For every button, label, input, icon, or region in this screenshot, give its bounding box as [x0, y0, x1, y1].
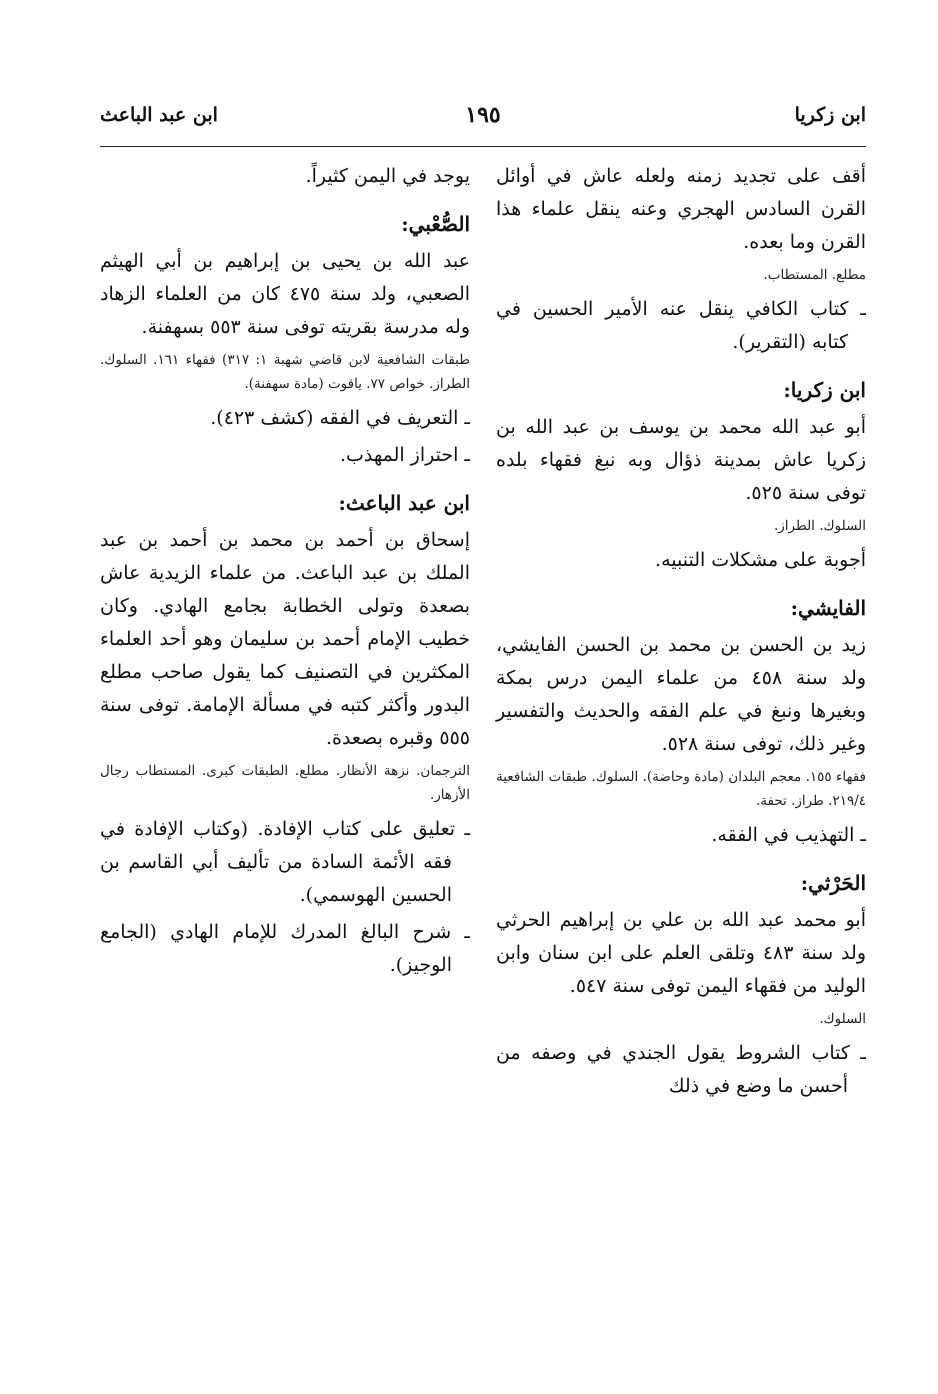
entry-title: الحَرْثي: — [800, 871, 866, 895]
header-rule — [100, 146, 866, 147]
entry-text: زيد بن الحسن بن محمد بن الحسن الفايشي، ولد سنة ٤٥٨ من علماء اليمن درس بمكة وبغيرها ونبغ في علم الفقه والحديث والتفسير وغير ذلك، توفى سنة ٥٢٨. — [496, 634, 867, 755]
entry-text: إسحاق بن أحمد بن محمد بن أحمد بن عبد الملك بن عبد الباعث. من علماء الزيدية عاش بصعدة وتولى الخطابة بجامع الهادي. وكان خطيب الإمام أحمد بن سليمان وهو أحد العلماء المكثرين في التصنيف كما يقول صاحب مطلع البدور وأكثر كتبه في مسألة الإمامة. توفى سنة ٥٥٥ وقبره بصعدة. — [100, 529, 471, 749]
entry-al-harthi — [496, 868, 866, 1103]
left-column — [100, 160, 470, 986]
page-header — [100, 104, 866, 140]
page-number: ١٩٥ — [465, 102, 501, 128]
entry-text: أبو عبد الله محمد بن يوسف بن عبد الله بن زكريا عاش بمدينة ذؤال وبه نبغ فقهاء بلده توفى سنة ٥٢٥. — [496, 416, 866, 504]
sources: السلوك. — [819, 1011, 866, 1027]
sources: فقهاء ١٥٥. معجم البلدان (مادة وحاضة). السلوك. طبقات الشافعية ٢١٩/٤. طراز. تحفة. — [496, 769, 866, 809]
running-head-left: ابن عبد الباعث — [100, 104, 218, 126]
work-item: ـ تعليق على كتاب الإفادة. (وكتاب الإفادة في فقه الأئمة السادة من تأليف أبي القاسم بن الحسين الهوسمي). — [100, 813, 470, 912]
sources: طبقات الشافعية لابن قاضي شهبة ١: ٣١٧) فقهاء ١٦١. السلوك. الطراز. خواص ٧٧. ياقوت (مادة سهفنة). — [100, 352, 470, 392]
sources: مطلع. المستطاب. — [763, 267, 866, 283]
entry-ibn-zakariya — [496, 375, 866, 577]
work-item: ـ كتاب الكافي ينقل عنه الأمير الحسين في كتابه (التقرير). — [496, 293, 866, 359]
entry-al-fayishi — [496, 593, 866, 852]
right-column — [496, 160, 866, 1107]
work-item: أجوبة على مشكلات التنبيه. — [655, 549, 866, 571]
entry-al-saabi — [100, 209, 470, 472]
entry-title: ابن زكريا: — [783, 378, 866, 402]
work-item: ـ احتراز المهذب. — [100, 439, 470, 472]
entry-ibn-abd-al-baith — [100, 488, 470, 982]
work-item: ـ شرح البالغ المدرك للإمام الهادي (الجامع الوجيز). — [100, 916, 470, 982]
sources: الترجمان. نزهة الأنظار. مطلع. الطبقات كبرى. المستطاب رجال الأزهار. — [100, 763, 470, 803]
entry-title: ابن عبد الباعث: — [338, 491, 470, 515]
sources: السلوك. الطراز. — [773, 518, 866, 534]
work-item: ـ كتاب الشروط يقول الجندي في وصفه من أحسن ما وضع في ذلك — [496, 1037, 866, 1103]
entry-text: أبو محمد عبد الله بن علي بن إبراهيم الحرثي ولد سنة ٤٨٣ وتلقى العلم على ابن سنان وابن الوليد من فقهاء اليمن توفى سنة ٥٤٧. — [496, 909, 866, 997]
work-item: ـ التعريف في الفقه (كشف ٤٢٣). — [100, 402, 470, 435]
entry-text: عبد الله بن يحيى بن إبراهيم بن أبي الهيثم الصعبي، ولد سنة ٤٧٥ كان من العلماء الزهاد وله مدرسة بقريته توفى سنة ٥٥٣ بسهفنة. — [100, 250, 471, 338]
entry-title: الصُّعْبي: — [401, 212, 470, 236]
continued-text: أقف على تجديد زمنه ولعله عاش في أوائل القرن السادس الهجري وعنه ينقل علماء هذا القرن وما بعده. — [496, 165, 866, 253]
continued-text: يوجد في اليمن كثيراً. — [305, 165, 470, 187]
running-head-right: ابن زكريا — [794, 104, 866, 126]
work-item: ـ التهذيب في الفقه. — [496, 819, 866, 852]
entry-title: الفايشي: — [790, 596, 866, 620]
